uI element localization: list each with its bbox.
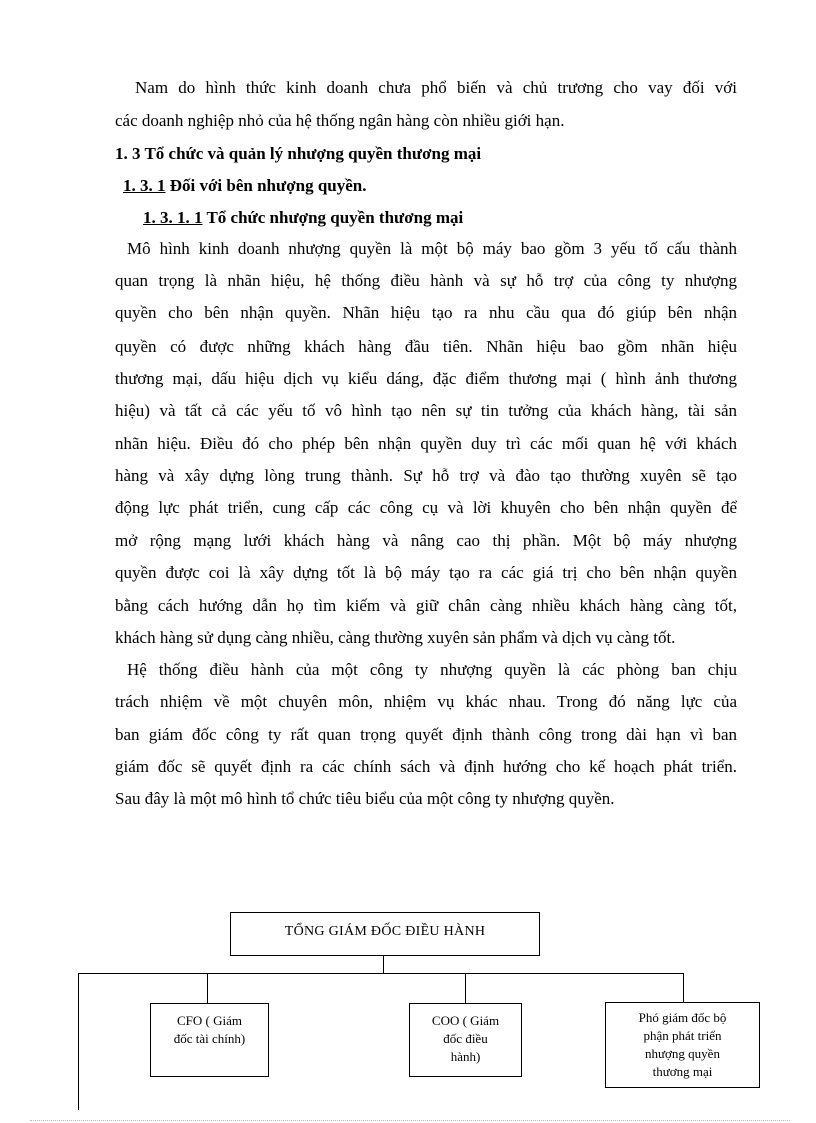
intro-line-2: các doanh nghiệp nhỏ của hệ thống ngân hàng còn nhiều giới hạn. xyxy=(115,111,565,130)
org-box-cfo xyxy=(150,1003,269,1077)
system-line-2: trách nhiệm về một chuyên môn, nhiệm vụ khác nhau. Trong đó năng lực của xyxy=(115,692,737,711)
org-coo-line-3: hành) xyxy=(450,1049,481,1064)
subsubsection-number: 1. 3. 1. 1 xyxy=(143,208,203,227)
system-line-4: giám đốc sẽ quyết định ra các chính sách và định hướng cho kế hoạch phát triển. xyxy=(115,757,737,776)
model-line-4: quyền có được những khách hàng đầu tiên. Nhãn hiệu bao gồm nhãn hiệu xyxy=(115,337,737,356)
org-cfo-line-2: đốc tài chính) xyxy=(173,1031,246,1046)
org-box-ceo xyxy=(230,912,540,956)
subsection-title: Đối với bên nhượng quyền. xyxy=(169,176,367,195)
org-vp-line-2: phận phát triển xyxy=(643,1028,722,1043)
org-coo-line-2: đốc điều xyxy=(443,1031,488,1046)
page-bottom-divider xyxy=(30,1120,790,1122)
subsubsection-title: Tổ chức nhượng quyền thương mại xyxy=(206,208,464,227)
org-connector-vp xyxy=(683,973,684,1002)
subsubsection-heading xyxy=(143,208,765,228)
org-box-vp xyxy=(605,1002,760,1088)
model-line-8: hàng và xây dựng lòng trung thành. Sự hỗ trợ và đào tạo thường xuyên sẽ tạo xyxy=(115,466,737,485)
org-connector-cfo xyxy=(207,973,208,1003)
model-line-1: Mô hình kinh doanh nhượng quyền là một bộ máy bao gồm 3 yếu tố cấu thành xyxy=(127,239,737,258)
model-line-6: hiệu) và tất cả các yếu tố vô hình tạo nên sự tin tưởng của khách hàng, tài sản xyxy=(115,401,737,420)
org-vp-line-3: nhượng quyền xyxy=(645,1046,720,1061)
system-line-1: Hệ thống điều hành của một công ty nhượng quyền là các phòng ban chịu xyxy=(127,660,737,679)
model-line-5: thương mại, dấu hiệu dịch vụ kiểu dáng, đặc điểm thương mại ( hình ảnh thương xyxy=(115,369,737,388)
org-vp-line-4: thương mại xyxy=(652,1064,713,1079)
system-line-3: ban giám đốc công ty rất quan trọng quyết định thành công trong dài hạn vì ban xyxy=(115,725,737,744)
org-connector-ceo-down xyxy=(383,956,384,974)
model-line-12: bằng cách hướng dẫn họ tìm kiếm và giữ chân càng nhiều khách hàng càng tốt, xyxy=(115,596,737,615)
section-number: 1. 3 xyxy=(115,144,141,163)
org-coo-line-1: COO ( Giám xyxy=(431,1013,500,1028)
org-connector-horizontal xyxy=(78,973,684,974)
section-title: Tổ chức và quản lý nhượng quyền thương mại xyxy=(144,144,482,163)
model-line-11: quyền được coi là xây dựng tốt là bộ máy tạo ra các giá trị cho bên nhận quyền xyxy=(115,563,737,582)
org-connector-coo xyxy=(465,973,466,1003)
model-line-9: động lực phát triển, cung cấp các công cụ và lời khuyên cho bên nhận quyền để xyxy=(115,498,737,517)
section-heading xyxy=(115,144,737,164)
org-vp-line-1: Phó giám đốc bộ xyxy=(638,1010,727,1025)
model-line-2: quan trọng là nhãn hiệu, hệ thống điều hành và sự hỗ trợ của công ty nhượng xyxy=(115,271,737,290)
org-cfo-line-1: CFO ( Giám xyxy=(177,1013,242,1028)
org-box-coo xyxy=(409,1003,522,1077)
intro-line-1: Nam do hình thức kinh doanh chưa phổ biến và chủ trương cho vay đối với xyxy=(135,78,737,97)
model-line-13: khách hàng sử dụng càng nhiều, càng thường xuyên sản phẩm và dịch vụ càng tốt. xyxy=(115,628,676,647)
subsection-number: 1. 3. 1 xyxy=(123,176,166,195)
model-line-7: nhãn hiệu. Điều đó cho phép bên nhận quyền duy trì các mối quan hệ với khách xyxy=(115,434,737,453)
org-ceo-label: TỔNG GIÁM ĐỐC ĐIỀU HÀNH xyxy=(284,924,486,939)
org-connector-left-down xyxy=(78,973,79,1110)
model-line-10: mở rộng mạng lưới khách hàng và nâng cao thị phần. Một bộ máy nhượng xyxy=(115,531,737,550)
model-line-3: quyền cho bên nhận quyền. Nhãn hiệu tạo ra nhu cầu qua đó giúp bên nhận xyxy=(115,303,737,322)
subsection-heading xyxy=(123,176,745,196)
system-line-5: Sau đây là một mô hình tổ chức tiêu biểu của một công ty nhượng quyền. xyxy=(115,789,615,808)
